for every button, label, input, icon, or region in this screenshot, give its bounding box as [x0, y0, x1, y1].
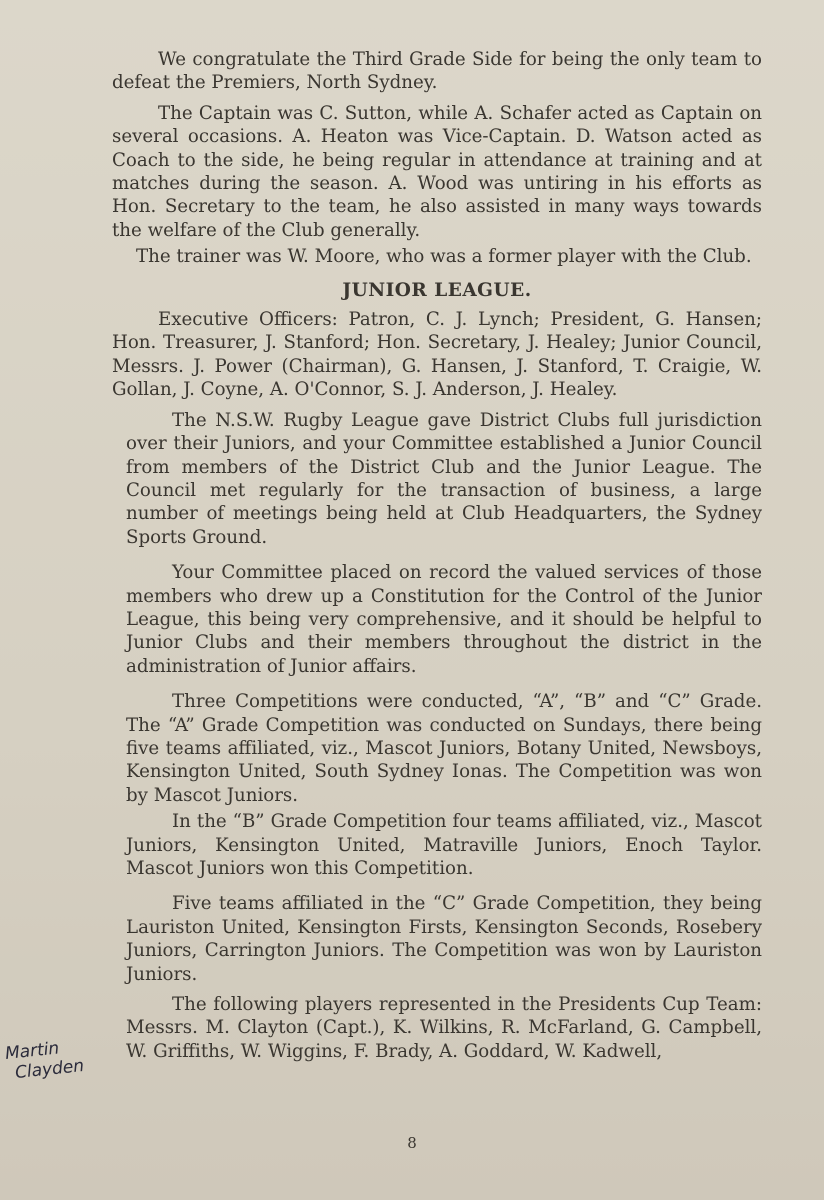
- paragraph-presidents-cup: The following players represented in the Presidents Cup Team: Messrs. M. Clayton (Capt.), K. Wilkins, R. McFarland, G. Campbell, W. Griffiths, W. Wiggins, F. Brady, A. Goddard, W. Kadwell,: [126, 994, 762, 1062]
- paragraph-trainer: The trainer was W. Moore, who was a former player with the Club.: [136, 246, 752, 268]
- paragraph-captains: The Captain was C. Sutton, while A. Schafer acted as Captain on several occasions. A. Heaton was Vice-Captain. D. Watson acted as Coach to the side, he being regular in attendance at training and at matches during the season. A. Wood was untiring in his efforts as Hon. Secretary to the team, he also assisted in many ways towards the welfare of the Club generally.: [112, 102, 762, 241]
- margin-note-line: Clayden: [14, 1055, 85, 1084]
- page-number: 8: [407, 1134, 417, 1152]
- paragraph-c-grade: Five teams affiliated in the “C” Grade Competition, they being Lauriston United, Kensington Firsts, Kensington Seconds, Rosebery Juniors, Carrington Juniors. The Competition was won by Lauriston Juniors.: [126, 893, 762, 985]
- paragraph-third-grade: We congratulate the Third Grade Side for being the only team to defeat the Premiers, North Sydney.: [112, 49, 762, 94]
- paragraph-constitution: Your Committee placed on record the valued services of those members who drew up a Constitution for the Control of the Junior League, this being very comprehensive, and it should be helpful to Junior Clubs and their members throughout the district in the administration of Junior affairs.: [126, 562, 762, 677]
- paragraph-b-grade: In the “B” Grade Competition four teams affiliated, viz., Mascot Juniors, Kensington United, Matraville Juniors, Enoch Taylor. Mascot Juniors won this Competition.: [126, 811, 762, 879]
- body-text: [112, 48, 762, 1063]
- section-heading: JUNIOR LEAGUE.: [342, 279, 532, 301]
- paragraph-competitions: Three Competitions were conducted, “A”, “B” and “C” Grade. The “A” Grade Competition was conducted on Sundays, there being five teams affiliated, viz., Mascot Juniors, Botany United, Newsboys, Kensington United, South Sydney Ionas. The Competition was won by Mascot Juniors.: [126, 691, 762, 806]
- paragraph-jurisdiction: The N.S.W. Rugby League gave District Clubs full jurisdiction over their Juniors, and your Committee established a Junior Council from members of the District Club and the Junior League. The Council met regularly for the transaction of business, a large number of meetings being held at Club Headquarters, the Sydney Sports Ground.: [126, 409, 762, 548]
- handwritten-margin-note: [4, 1036, 85, 1084]
- paragraph-executive-officers: Executive Officers: Patron, C. J. Lynch; President, G. Hansen; Hon. Treasurer, J. Stanford; Hon. Secretary, J. Healey; Junior Council, Messrs. J. Power (Chairman), G. Hansen, J. Stanford, T. Craigie, W. Gollan, J. Coyne, A. O'Connor, S. J. Anderson, J. Healey.: [112, 309, 762, 401]
- margin-note-line: Martin: [4, 1038, 61, 1065]
